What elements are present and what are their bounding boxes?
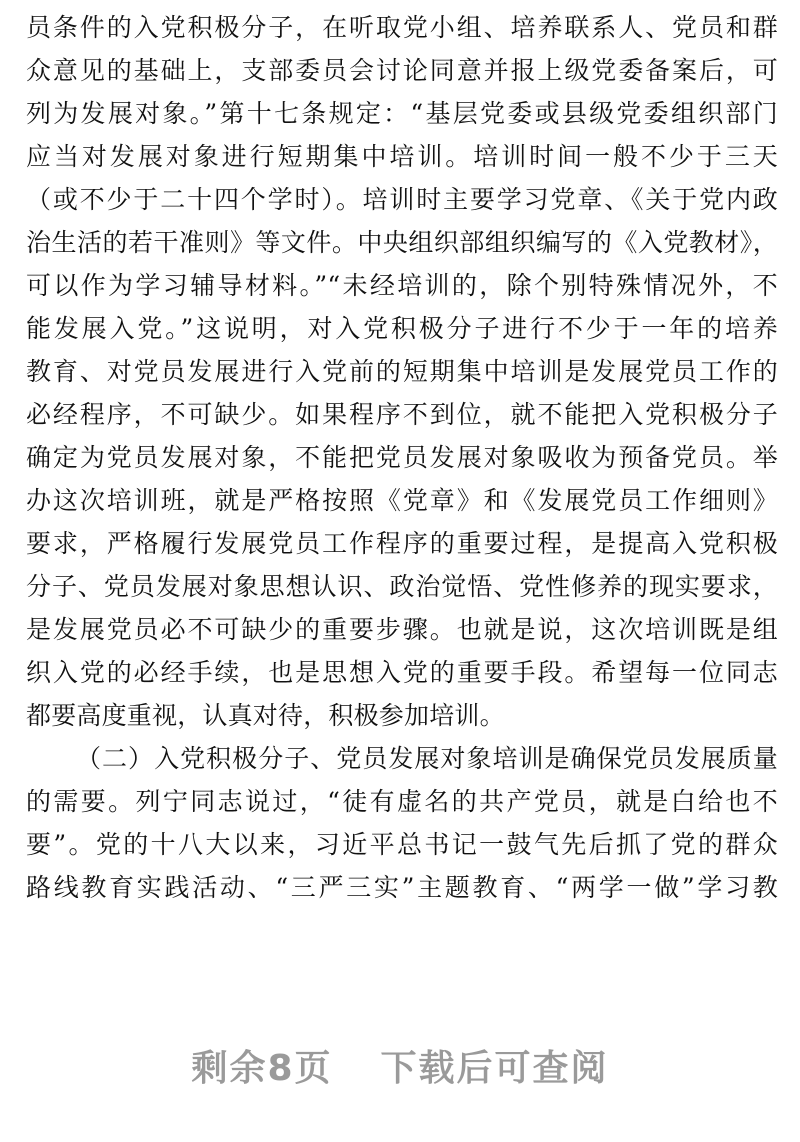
- text-line: 教育、对党员发展进行入党前的短期集中培训是发展党员工作的: [26, 357, 778, 386]
- text-line: 应当对发展对象进行短期集中培训。培训时间一般不少于三天: [26, 142, 778, 171]
- text-line: 都要高度重视，认真对待，积极参加培训。: [26, 701, 505, 730]
- text-line: 列为发展对象。”第十七条规定：“基层党委或县级党委组织部门: [26, 99, 778, 128]
- text-line: 织入党的必经手续，也是思想入党的重要手段。希望每一位同志: [26, 658, 778, 687]
- remaining-pages-label: 剩余8页: [191, 1048, 333, 1089]
- text-line: 办这次培训班，就是严格按照《党章》和《发展党员工作细则》: [26, 486, 778, 515]
- paragraph-start-line: （二）入党积极分子、党员发展对象培训是确保党员发展质量: [76, 744, 778, 773]
- text-line: 能发展入党。”这说明，对入党积极分子进行不少于一年的培养: [26, 314, 778, 343]
- text-line: 的需要。列宁同志说过，“徒有虚名的共产党员，就是白给也不: [26, 787, 778, 816]
- text-line: 治生活的若干准则》等文件。中央组织部组织编写的《入党教材》，: [26, 228, 778, 257]
- text-line: 必经程序，不可缺少。如果程序不到位，就不能把入党积极分子: [26, 400, 778, 429]
- download-prompt[interactable]: [0, 1040, 800, 1100]
- text-line: 可以作为学习辅导材料。”“未经培训的，除个别特殊情况外，不: [26, 271, 778, 300]
- text-line: 要求，严格履行发展党员工作程序的重要过程，是提高入党积极: [26, 529, 778, 558]
- text-line: 路线教育实践活动、“三严三实”主题教育、“两学一做”学习教: [26, 873, 778, 902]
- text-line: （或不少于二十四个学时）。培训时主要学习党章、《关于党内政: [26, 185, 778, 214]
- text-line: 员条件的入党积极分子，在听取党小组、培养联系人、党员和群: [26, 13, 778, 42]
- text-line: 要”。党的十八大以来，习近平总书记一鼓气先后抓了党的群众: [26, 830, 778, 859]
- text-line: 众意见的基础上，支部委员会讨论同意并报上级党委备案后，可: [26, 56, 778, 85]
- text-line: 分子、党员发展对象思想认识、政治觉悟、党性修养的现实要求，: [26, 572, 778, 601]
- download-hint-label: 下载后可查阅: [380, 1048, 609, 1089]
- text-line: 确定为党员发展对象，不能把党员发展对象吸收为预备党员。举: [26, 443, 778, 472]
- text-line: 是发展党员必不可缺少的重要步骤。也就是说，这次培训既是组: [26, 615, 778, 644]
